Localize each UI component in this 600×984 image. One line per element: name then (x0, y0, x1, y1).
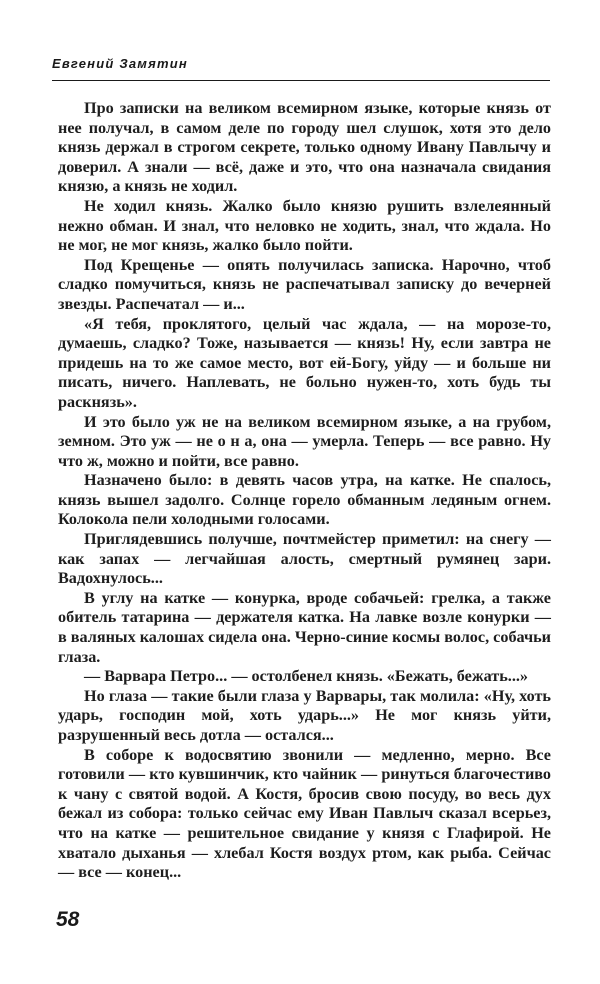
paragraph: — Варвара Петро... — остолбенел князь. «Бежать, бежать...» (84, 667, 529, 686)
author-name: Евгений Замятин (52, 56, 188, 71)
paragraph: И это было уж не на великом всемирном языке, а на грубом, земном. Это уж — не о н а, она — умерла. Теперь — все равно. Ну что ж, можно и пойти, все равно. (58, 412, 551, 470)
paragraph: Не ходил князь. Жалко было князю рушить взлелеянный нежно обман. И знал, что неловко не ходить, знал, что ждала. Но не мог, не мог князь, жалко было пойти. (58, 196, 551, 255)
paragraph: Но глаза — такие были глаза у Варвары, так молила: «Ну, хоть ударь, господин мой, хоть ударь...» Не мог князь уйти, разрушенный весь дотла — остался... (58, 686, 551, 744)
page-number: 58 (56, 908, 80, 931)
paragraph: В углу на катке — конурка, вроде собачьей: грелка, а также обитель татарина — держателя катка. На лавке возле конурки — в валяных калошах сидела она. Черно-синие космы волос, собачьи глаза. (58, 588, 551, 666)
paragraph: В соборе к водосвятию звонили — медленно, мерно. Все готовили — кто кувшинчик, кто чайник — ринуться благочестиво к чану с святой водой. А Костя, бросив свою посуду, во весь дух бежал из собора: только сейчас ему Иван Павлыч сказал всерьез, что на катке — решительное свидание у князя с Глафирой. Не хватало дыханья — хлебал Костя воздух ртом, как рыба. Сейчас — все — конец... (58, 745, 551, 882)
paragraph: Про записки на великом всемирном языке, которые князь от нее получал, в самом деле по городу шел слушок, хотя это дело князь держал в строгом секрете, только одному Ивану Павлычу и доверил. А знали — всё, даже и это, что она назначала свидания князю, а князь не ходил. (58, 99, 551, 196)
paragraph: «Я тебя, проклятого, целый час ждала, — на морозе-то, думаешь, сладко? Тоже, называется — князь! Ну, если завтра не придешь на то же самое место, вот ей-Богу, уйду — и больше ни писать, ничего. Наплевать, не больно нужен-то, хоть будь ты раскнязь». (58, 314, 551, 411)
running-header (52, 54, 550, 81)
paragraph: Назначено было: в девять часов утра, на катке. Не спалось, князь вышел задолго. Солнце горело обманным ледяным огнем. Колокола пели холодными голосами. (58, 471, 551, 529)
paragraph: Под Крещенье — опять получилась записка. Нарочно, чтоб сладко помучиться, князь не распечатывал записку до вечерней звезды. Распечатал — и... (58, 255, 551, 313)
paragraph: Приглядевшись получше, почтмейстер приметил: на снегу — как запах — легчайшая алость, смертный румянец зари. Вадохнулось... (58, 530, 551, 588)
body-text (58, 99, 551, 883)
